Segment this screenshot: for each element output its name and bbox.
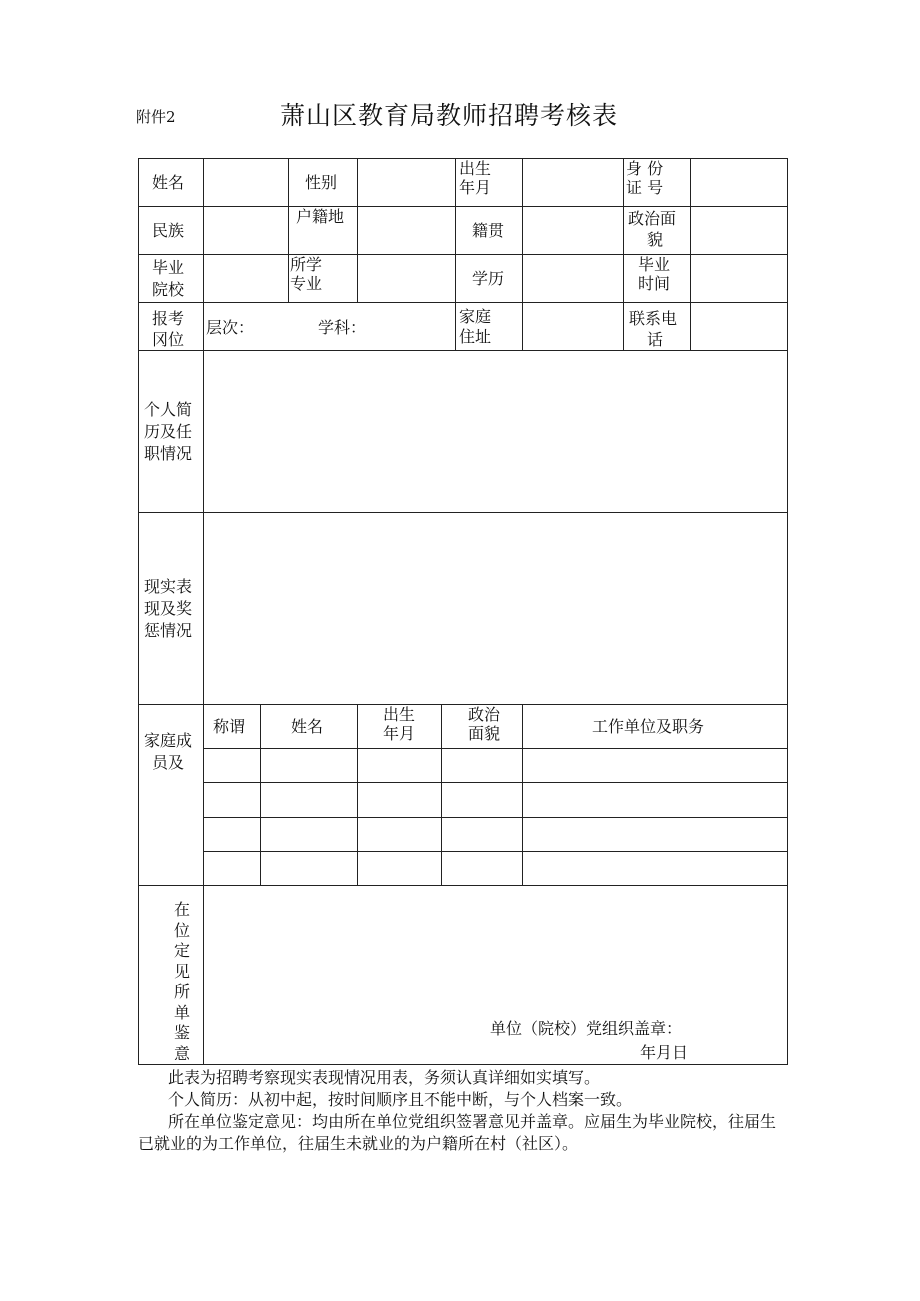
label-id-2: 证 号 <box>626 178 664 197</box>
label-name: 姓名 <box>152 173 185 192</box>
label-performance-1: 现实表 <box>144 577 193 596</box>
label-apply-1: 报考 <box>152 309 185 328</box>
label-resume-3: 职情况 <box>144 444 193 463</box>
family-header-political-2: 面貌 <box>468 724 501 743</box>
family-header-political-1: 政治 <box>468 705 501 724</box>
label-major-2: 专业 <box>290 274 323 293</box>
label-level: 层次： <box>206 318 255 337</box>
date-label: 年月日 <box>640 1043 689 1062</box>
label-grad-time-1: 毕业 <box>638 255 671 274</box>
family-header-relation: 称谓 <box>213 717 246 736</box>
page-title: 萧山区教育局教师招聘考核表 <box>280 101 619 130</box>
label-performance-2: 现及奖 <box>144 599 193 618</box>
label-family-1: 家庭成 <box>144 731 193 750</box>
label-political-2: 貌 <box>647 230 664 249</box>
label-birth-2: 年月 <box>459 178 492 197</box>
label-home-2: 住址 <box>459 327 492 346</box>
note-3: 所在单位鉴定意见：均由所在单位党组织签署意见并盖章。应届生为毕业院校，往届生已就业的为工作单位，往届生未就业的为户籍所在村（社区）。 <box>138 1112 777 1153</box>
attachment-label: 附件2 <box>136 108 176 126</box>
label-major-1: 所学 <box>290 255 323 274</box>
label-ethnicity: 民族 <box>152 221 185 240</box>
seal-label: 单位（院校）党组织盖章： <box>490 1019 683 1038</box>
label-subject: 学科： <box>318 318 367 337</box>
label-gender: 性别 <box>305 173 338 192</box>
label-resume-1: 个人简 <box>144 400 193 419</box>
label-family-2: 员及 <box>152 753 185 772</box>
note-1: 此表为招聘考察现实表现情况用表，务须认真详细如实填写。 <box>168 1068 601 1087</box>
label-birth-1: 出生 <box>459 159 492 178</box>
label-grad-time-2: 时间 <box>638 274 671 293</box>
label-education: 学历 <box>472 269 505 288</box>
family-header-name: 姓名 <box>291 717 324 736</box>
label-id-1: 身 份 <box>626 159 664 178</box>
label-native: 籍贯 <box>472 221 505 240</box>
label-phone-2: 话 <box>647 330 664 349</box>
label-performance-3: 惩情况 <box>144 621 193 640</box>
notes <box>138 1067 788 1155</box>
label-grad-school-1: 毕业 <box>152 258 185 277</box>
family-header-work: 工作单位及职务 <box>592 717 705 736</box>
note-2: 个人简历：从初中起，按时间顺序且不能中断，与个人档案一致。 <box>168 1090 633 1109</box>
label-household: 户籍地 <box>296 207 345 226</box>
label-opinion: 在 位 定 见 所 单 鉴 意 <box>173 900 190 1063</box>
label-phone-1: 联系电 <box>629 309 678 328</box>
family-header-birth-2: 年月 <box>383 724 416 743</box>
label-political-1: 政治面 <box>628 209 677 228</box>
family-header-birth-1: 出生 <box>383 705 416 724</box>
label-resume-2: 历及任 <box>144 422 193 441</box>
label-grad-school-2: 院校 <box>152 280 185 299</box>
label-home-1: 家庭 <box>459 307 492 326</box>
label-apply-2: 冈位 <box>152 330 185 349</box>
